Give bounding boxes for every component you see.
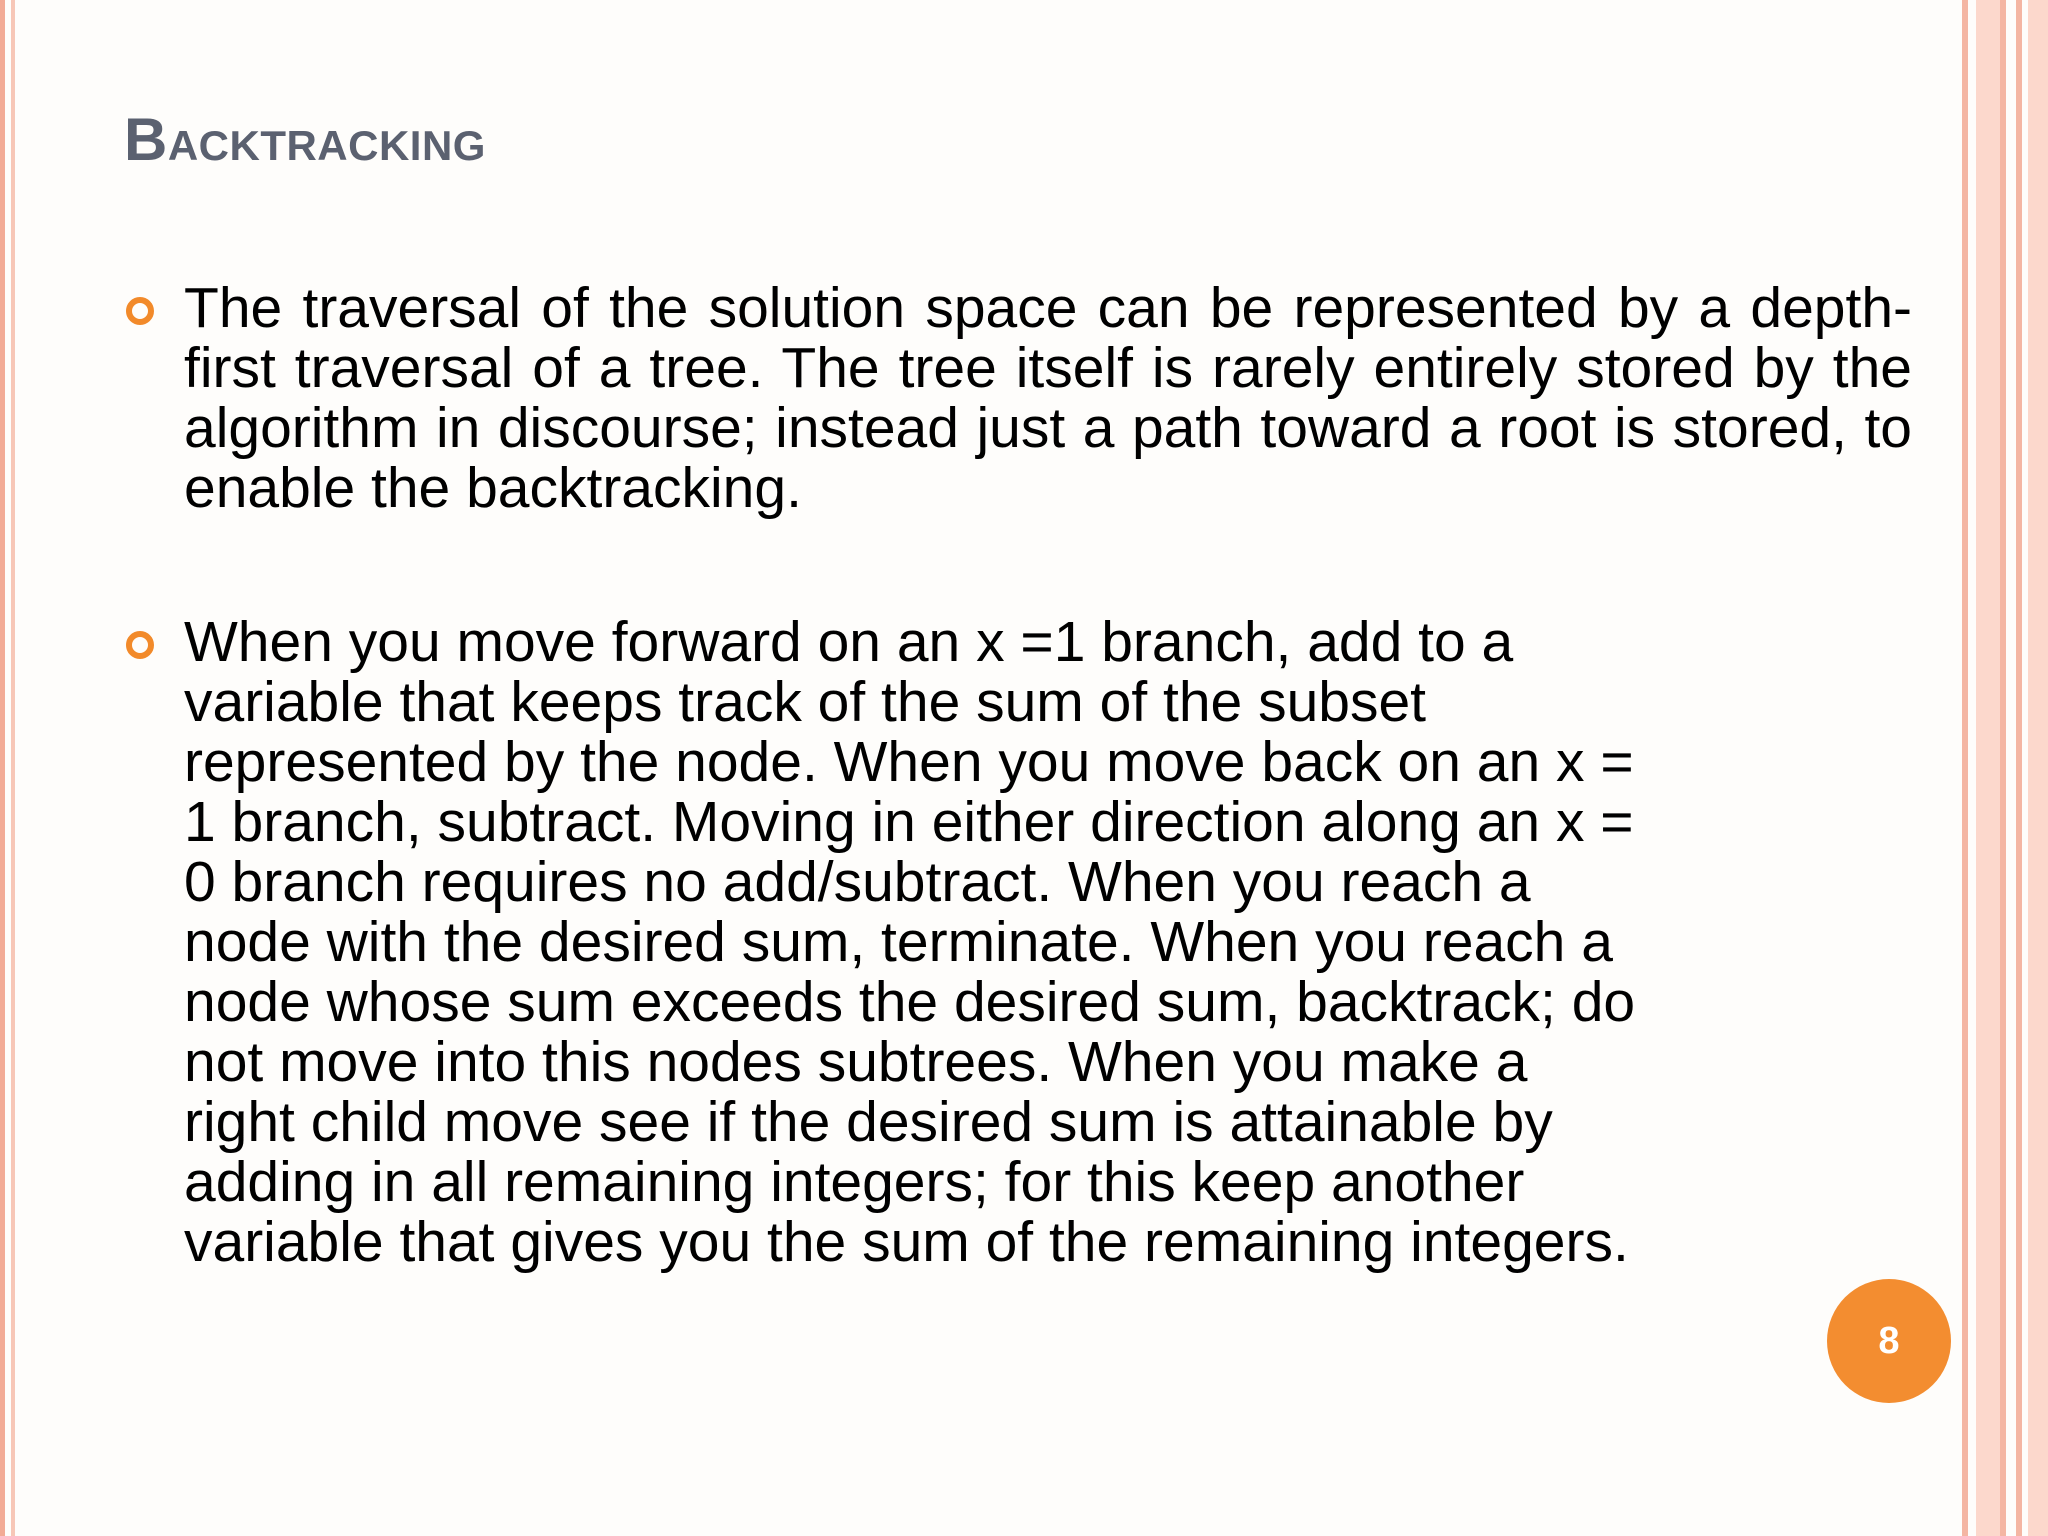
right-stripe xyxy=(2016,0,2022,1536)
left-decorative-stripe-inner xyxy=(11,0,15,1536)
bullet-text: When you move forward on an x =1 branch, add to a variable that keeps track of the sum of the subset represented by the node. When you move back on an x = 1 branch, subtract. Moving in either direction along an x = 0 branch requires no add/subtract. When you reach a node with the desired sum, terminate. When you reach a node whose sum exceeds the desired sum, backtrack; do not move into this nodes subtrees. When you make a right child move see if the desired sum is attainable by adding in all remaining integers; for this keep another variable that gives you the sum of the remaining integers. xyxy=(184,610,1636,1274)
right-stripe xyxy=(2000,0,2006,1536)
page-number-badge: 8 xyxy=(1827,1279,1951,1403)
left-decorative-stripe xyxy=(0,0,5,1536)
right-stripe xyxy=(1962,0,1968,1536)
right-decorative-band xyxy=(1962,0,2048,1536)
hollow-circle-bullet-icon xyxy=(126,297,154,325)
right-stripe xyxy=(1976,0,2000,1536)
right-stripe xyxy=(2028,0,2048,1536)
slide-title: Backtracking xyxy=(124,106,486,173)
hollow-circle-bullet-icon xyxy=(126,631,154,659)
bullet-text: The traversal of the solution space can be represented by a depth-first traversal of a tree. The tree itself is rarely entirely stored by the algorithm in discourse; instead just a path toward a root is stored, to enable the backtracking. xyxy=(184,276,1912,520)
